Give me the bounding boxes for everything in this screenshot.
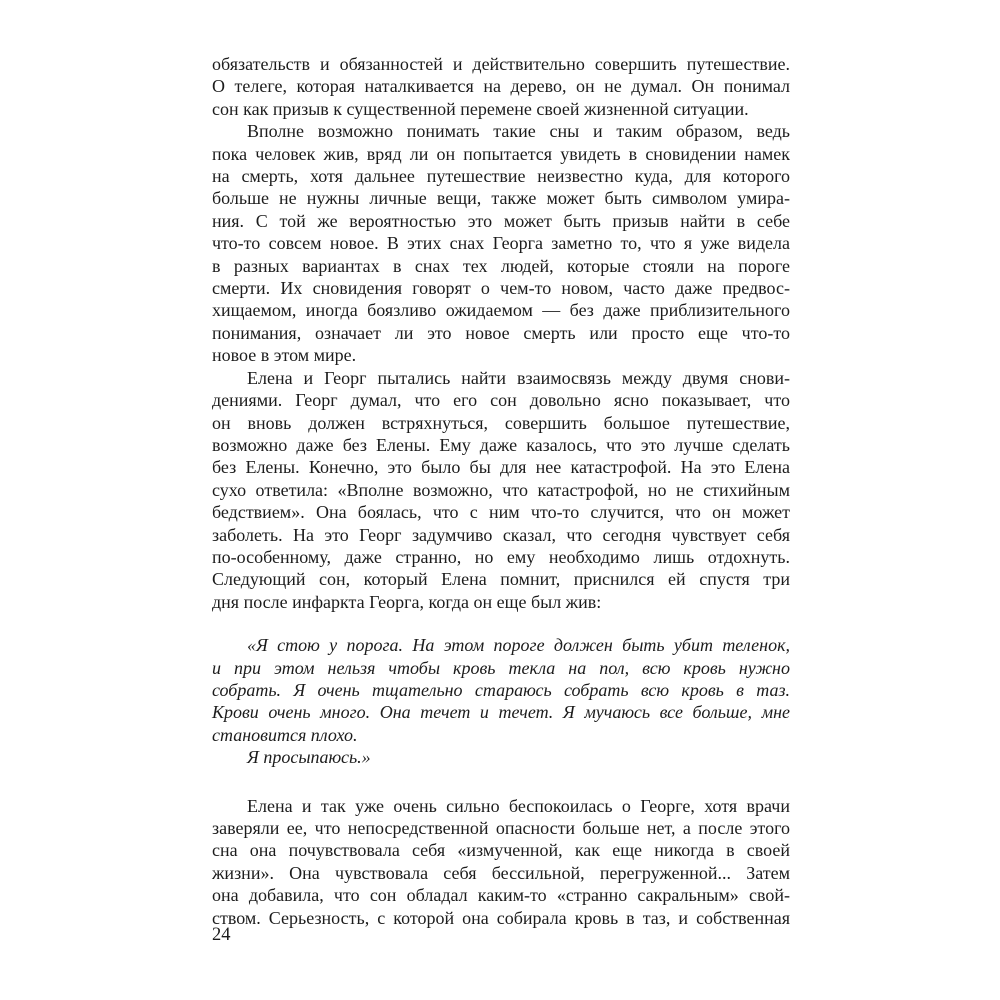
text-line: возможно даже без Елены. Ему даже казалось, что это лучше сделать — [212, 434, 790, 455]
text-line: обязательств и обязанностей и действительно совершить путешествие. — [212, 54, 790, 74]
text-line: пока человек жив, вряд ли он попытается увидеть в сновидении намек — [212, 143, 790, 164]
text-line: она добавила, что сон обладал каким-то «странно сакральным» свой- — [212, 885, 790, 906]
text-line: дениями. Георг думал, что его сон довольно ясно показывает, что — [212, 390, 790, 411]
text-line: Елена и Георг пытались найти взаимосвязь между двумя снови- — [247, 367, 790, 388]
text-block — [212, 53, 790, 929]
text-line: Следующий сон, который Елена помнит, приснился ей спустя три — [212, 569, 790, 590]
text-line: Крови очень много. Она течет и течет. Я мучаюсь все больше, мне — [212, 702, 790, 723]
text-line: дня после инфаркта Георга, когда он еще был жив: — [212, 591, 602, 612]
text-line: становится плохо. — [212, 724, 358, 745]
text-line: по-особенному, даже странно, но ему необходимо лишь отдохнуть. — [212, 546, 790, 567]
text-line: новое в этом мире. — [212, 345, 357, 366]
text-line: сон как призыв к существенной перемене своей жизненной ситуации. — [212, 98, 749, 119]
page-number: 24 — [212, 925, 231, 945]
quote-paragraph — [212, 634, 790, 746]
text-line: Вполне возможно понимать такие сны и таким образом, ведь — [247, 121, 790, 142]
text-line: и при этом нельзя чтобы кровь текла на пол, всю кровь нужно — [212, 657, 790, 678]
text-line: Я просыпаюсь.» — [247, 747, 371, 768]
text-line: на смерть, хотя дальнее путешествие неизвестно куда, для которого — [212, 166, 790, 187]
text-line: заверяли ее, что непосредственной опасности больше нет, а после этого — [212, 818, 790, 838]
text-line: сна она почувствовала себя «измученной, как еще никогда в своей — [212, 840, 790, 861]
text-line: без Елены. Конечно, это было бы для нее катастрофой. На это Елена — [212, 457, 790, 478]
text-line: Елена и так уже очень сильно беспокоилась о Георге, хотя врачи — [247, 795, 790, 816]
paragraph — [212, 120, 790, 366]
text-line: жизни». Она чувствовала себя бессильной, перегруженной... Затем — [212, 862, 790, 883]
text-line: «Я стою у порога. На этом пороге должен быть убит теленок, — [247, 635, 790, 656]
text-line: смерти. Их сновидения говорят о чем-то новом, часто даже предвос- — [212, 278, 790, 299]
text-line: О телеге, которая наталкивается на дерево, он не думал. Он понимал — [212, 76, 790, 97]
text-line: понимания, означает ли это новое смерть или просто еще что-то — [212, 322, 790, 343]
text-line: в разных вариантах в снах тех людей, которые стояли на пороге — [212, 255, 790, 276]
text-line: больше не нужны личные вещи, также может быть символом умира- — [212, 188, 790, 209]
text-line: что-то совсем новое. В этих снах Георга заметно то, что я уже видела — [212, 233, 790, 254]
paragraph — [212, 795, 790, 929]
text-line: ством. Серьезность, с которой она собирала кровь в таз, и собственная — [212, 907, 790, 928]
text-line: хищаемом, иногда боязливо ожидаемом — без даже приблизительного — [212, 300, 790, 321]
text-line: бедствием». Она боялась, что с ним что-то случится, что он может — [212, 502, 790, 523]
text-line: собрать. Я очень тщательно стараюсь собрать всю кровь в таз. — [212, 679, 790, 700]
paragraph — [212, 367, 790, 613]
text-line: он вновь должен встряхнуться, совершить большое путешествие, — [212, 412, 790, 433]
paragraph — [212, 53, 790, 120]
text-line: заболеть. На это Георг задумчиво сказал, что сегодня чувствует себя — [212, 524, 790, 545]
quote-paragraph — [212, 746, 790, 768]
text-line: ния. С той же вероятностью это может быть призыв найти в себе — [212, 210, 790, 231]
text-line: сухо ответила: «Вполне возможно, что катастрофой, но не стихийным — [212, 479, 790, 500]
